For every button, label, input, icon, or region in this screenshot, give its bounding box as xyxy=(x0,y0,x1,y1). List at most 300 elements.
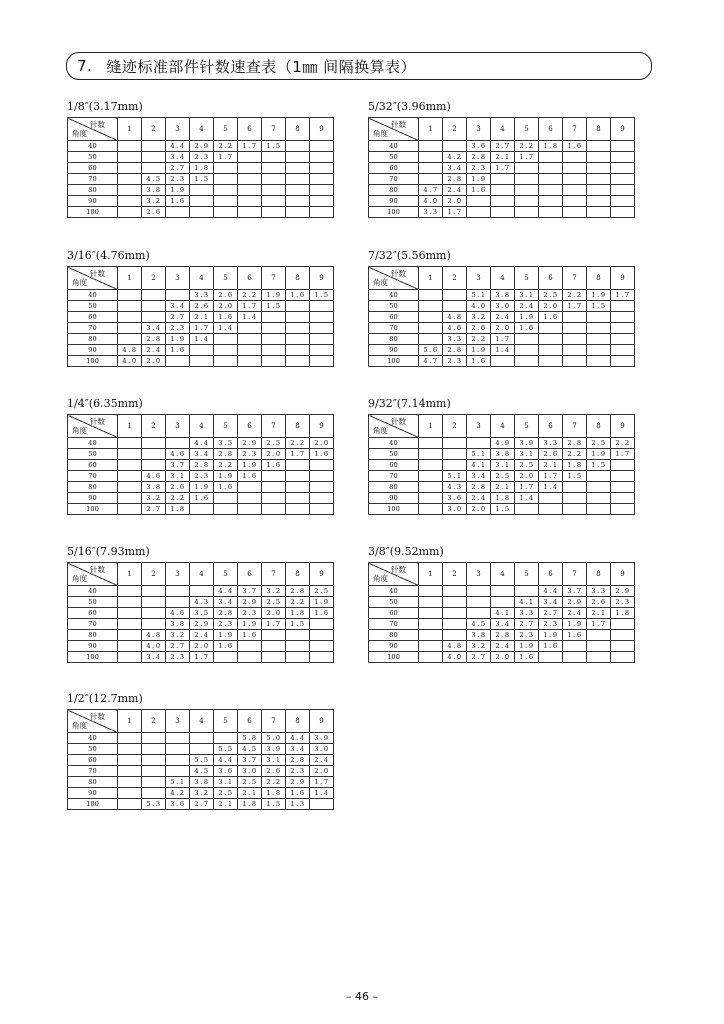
value-cell: 2.2 xyxy=(214,141,238,152)
value-cell: 1.7 xyxy=(515,482,539,493)
value-cell xyxy=(587,345,611,356)
value-cell xyxy=(443,608,467,619)
angle-cell: 50 xyxy=(369,301,419,312)
value-cell: 2.9 xyxy=(563,597,587,608)
value-cell xyxy=(443,438,467,449)
value-cell: 1.6 xyxy=(262,460,286,471)
value-cell xyxy=(587,334,611,345)
value-cell: 2.7 xyxy=(166,312,190,323)
value-cell xyxy=(238,152,262,163)
table-row xyxy=(369,449,635,460)
value-cell xyxy=(142,608,166,619)
value-cell xyxy=(118,290,142,301)
value-cell: 3.4 xyxy=(491,619,515,630)
value-cell xyxy=(262,185,286,196)
column-header: 4 xyxy=(190,710,214,733)
value-cell: 2.2 xyxy=(515,141,539,152)
value-cell xyxy=(142,141,166,152)
value-cell: 2.6 xyxy=(142,207,166,218)
value-cell: 2.8 xyxy=(443,345,467,356)
value-cell xyxy=(142,788,166,799)
table-caption: 3/8″(9.52mm) xyxy=(368,545,444,558)
column-header: 6 xyxy=(238,415,262,438)
value-cell xyxy=(491,586,515,597)
value-cell xyxy=(310,482,334,493)
value-cell: 1.4 xyxy=(214,323,238,334)
table-block xyxy=(368,100,635,218)
value-cell: 2.7 xyxy=(190,799,214,810)
angle-cell: 80 xyxy=(68,777,118,788)
value-cell xyxy=(563,174,587,185)
column-header: 2 xyxy=(443,415,467,438)
value-cell: 2.6 xyxy=(166,482,190,493)
value-cell xyxy=(118,630,142,641)
value-cell: 5.6 xyxy=(419,345,443,356)
value-cell xyxy=(587,185,611,196)
corner-header-cell xyxy=(369,563,419,586)
table-row xyxy=(68,744,334,755)
stitches-label: 针数 xyxy=(391,269,406,278)
value-cell: 2.2 xyxy=(238,290,262,301)
column-header: 9 xyxy=(611,118,635,141)
value-cell: 3.7 xyxy=(166,460,190,471)
column-header: 3 xyxy=(166,563,190,586)
value-cell: 2.8 xyxy=(214,449,238,460)
angle-cell: 100 xyxy=(369,207,419,218)
stitches-label: 针数 xyxy=(90,565,105,574)
value-cell xyxy=(587,323,611,334)
page-number: – 46 – xyxy=(346,990,378,1003)
value-cell: 5.5 xyxy=(190,755,214,766)
value-cell xyxy=(118,312,142,323)
column-header: 5 xyxy=(214,267,238,290)
angle-cell: 60 xyxy=(369,163,419,174)
angle-cell: 50 xyxy=(369,449,419,460)
value-cell xyxy=(539,345,563,356)
value-cell xyxy=(118,196,142,207)
column-header: 6 xyxy=(539,118,563,141)
value-cell: 2.1 xyxy=(214,799,238,810)
angle-cell: 70 xyxy=(369,323,419,334)
value-cell xyxy=(611,174,635,185)
value-cell xyxy=(214,196,238,207)
value-cell: 2.8 xyxy=(142,334,166,345)
angle-cell: 80 xyxy=(68,334,118,345)
angle-cell: 70 xyxy=(68,619,118,630)
stitches-label: 针数 xyxy=(90,417,105,426)
value-cell: 4.0 xyxy=(142,641,166,652)
value-cell: 2.5 xyxy=(491,471,515,482)
value-cell: 1.7 xyxy=(286,449,310,460)
value-cell: 2.0 xyxy=(310,438,334,449)
angle-cell: 60 xyxy=(68,608,118,619)
stitch-table xyxy=(368,562,635,663)
value-cell: 4.8 xyxy=(118,345,142,356)
value-cell: 2.5 xyxy=(214,788,238,799)
value-cell xyxy=(419,290,443,301)
value-cell xyxy=(286,152,310,163)
column-header: 1 xyxy=(118,415,142,438)
value-cell xyxy=(118,799,142,810)
value-cell: 5.3 xyxy=(142,799,166,810)
value-cell xyxy=(467,608,491,619)
value-cell xyxy=(310,185,334,196)
column-header: 3 xyxy=(467,563,491,586)
value-cell xyxy=(419,652,443,663)
stitch-table xyxy=(368,266,635,367)
value-cell xyxy=(419,141,443,152)
column-header: 7 xyxy=(262,563,286,586)
table-row xyxy=(68,356,334,367)
value-cell: 1.5 xyxy=(190,174,214,185)
value-cell: 4.2 xyxy=(443,152,467,163)
table-caption: 9/32″(7.14mm) xyxy=(368,397,451,410)
table-row xyxy=(68,493,334,504)
value-cell: 5.0 xyxy=(262,733,286,744)
column-header: 7 xyxy=(262,710,286,733)
header-row xyxy=(68,563,334,586)
value-cell xyxy=(118,334,142,345)
value-cell: 2.5 xyxy=(539,290,563,301)
table-row xyxy=(68,597,334,608)
section-title-text: 缝迹标准部件针数速查表（1㎜ 间隔换算表） xyxy=(106,57,417,76)
value-cell: 2.7 xyxy=(491,141,515,152)
value-cell: 1.7 xyxy=(491,163,515,174)
value-cell xyxy=(611,471,635,482)
value-cell: 1.7 xyxy=(190,323,214,334)
value-cell: 2.0 xyxy=(262,608,286,619)
value-cell: 2.2 xyxy=(262,777,286,788)
value-cell xyxy=(118,174,142,185)
value-cell: 1.5 xyxy=(262,301,286,312)
value-cell: 2.9 xyxy=(190,619,214,630)
value-cell: 1.6 xyxy=(310,608,334,619)
angle-cell: 60 xyxy=(68,460,118,471)
stitches-label: 针数 xyxy=(391,120,406,129)
table-row xyxy=(68,141,334,152)
table-row xyxy=(369,163,635,174)
value-cell xyxy=(118,163,142,174)
value-cell: 2.2 xyxy=(214,460,238,471)
value-cell xyxy=(563,323,587,334)
value-cell xyxy=(310,460,334,471)
column-header: 7 xyxy=(563,563,587,586)
column-header: 4 xyxy=(190,415,214,438)
table-row xyxy=(68,174,334,185)
value-cell: 3.9 xyxy=(515,438,539,449)
value-cell: 4.6 xyxy=(142,471,166,482)
column-header: 2 xyxy=(443,118,467,141)
value-cell: 1.7 xyxy=(214,152,238,163)
angle-label: 角度 xyxy=(72,277,87,287)
angle-cell: 50 xyxy=(68,301,118,312)
value-cell xyxy=(515,196,539,207)
angle-label: 角度 xyxy=(373,573,388,583)
angle-cell: 40 xyxy=(369,586,419,597)
value-cell xyxy=(286,196,310,207)
value-cell: 3.7 xyxy=(238,755,262,766)
value-cell xyxy=(190,345,214,356)
value-cell xyxy=(611,482,635,493)
value-cell xyxy=(166,733,190,744)
value-cell xyxy=(238,652,262,663)
value-cell: 2.1 xyxy=(587,608,611,619)
value-cell: 3.8 xyxy=(142,482,166,493)
value-cell: 2.6 xyxy=(467,323,491,334)
value-cell: 2.3 xyxy=(539,619,563,630)
corner-header-cell xyxy=(369,415,419,438)
table-row xyxy=(68,504,334,515)
value-cell: 1.9 xyxy=(467,174,491,185)
value-cell: 3.1 xyxy=(515,449,539,460)
value-cell: 2.5 xyxy=(262,438,286,449)
value-cell xyxy=(539,356,563,367)
angle-cell: 80 xyxy=(68,630,118,641)
value-cell: 3.1 xyxy=(491,460,515,471)
value-cell: 2.0 xyxy=(491,323,515,334)
value-cell: 2.3 xyxy=(515,630,539,641)
corner-header-cell xyxy=(68,267,118,290)
value-cell: 2.0 xyxy=(515,471,539,482)
value-cell xyxy=(563,356,587,367)
value-cell xyxy=(190,196,214,207)
value-cell: 2.9 xyxy=(286,777,310,788)
value-cell: 2.0 xyxy=(262,449,286,460)
value-cell xyxy=(118,766,142,777)
value-cell: 2.3 xyxy=(190,471,214,482)
value-cell xyxy=(563,334,587,345)
stitches-label: 针数 xyxy=(90,712,105,721)
column-header: 9 xyxy=(611,267,635,290)
value-cell: 3.9 xyxy=(262,744,286,755)
value-cell xyxy=(166,290,190,301)
value-cell: 3.1 xyxy=(515,290,539,301)
value-cell xyxy=(262,493,286,504)
angle-label: 角度 xyxy=(72,425,87,435)
value-cell xyxy=(419,493,443,504)
angle-cell: 100 xyxy=(68,207,118,218)
value-cell xyxy=(587,630,611,641)
value-cell xyxy=(563,345,587,356)
value-cell xyxy=(262,482,286,493)
value-cell: 1.8 xyxy=(491,493,515,504)
value-cell xyxy=(166,766,190,777)
value-cell xyxy=(539,493,563,504)
value-cell: 2.8 xyxy=(467,482,491,493)
value-cell xyxy=(190,185,214,196)
value-cell: 2.8 xyxy=(286,755,310,766)
value-cell: 5.1 xyxy=(467,290,491,301)
value-cell: 1.7 xyxy=(515,152,539,163)
angle-cell: 40 xyxy=(369,290,419,301)
angle-cell: 70 xyxy=(68,323,118,334)
value-cell: 3.7 xyxy=(563,586,587,597)
value-cell: 1.5 xyxy=(587,460,611,471)
value-cell xyxy=(286,471,310,482)
value-cell xyxy=(467,597,491,608)
column-header: 9 xyxy=(611,563,635,586)
value-cell: 2.8 xyxy=(563,438,587,449)
column-header: 7 xyxy=(563,118,587,141)
value-cell: 2.9 xyxy=(238,438,262,449)
value-cell xyxy=(611,356,635,367)
value-cell xyxy=(118,141,142,152)
value-cell: 3.0 xyxy=(310,744,334,755)
value-cell xyxy=(611,163,635,174)
column-header: 1 xyxy=(419,267,443,290)
header-row xyxy=(68,415,334,438)
value-cell xyxy=(118,619,142,630)
table-row xyxy=(369,323,635,334)
value-cell xyxy=(118,608,142,619)
angle-cell: 100 xyxy=(68,799,118,810)
table-row xyxy=(369,586,635,597)
value-cell: 3.2 xyxy=(467,312,491,323)
angle-cell: 100 xyxy=(68,652,118,663)
table-row xyxy=(369,504,635,515)
value-cell xyxy=(238,345,262,356)
column-header: 4 xyxy=(190,563,214,586)
column-header: 9 xyxy=(310,118,334,141)
value-cell: 1.7 xyxy=(310,777,334,788)
value-cell xyxy=(166,207,190,218)
value-cell xyxy=(142,597,166,608)
value-cell xyxy=(310,356,334,367)
column-header: 6 xyxy=(539,563,563,586)
value-cell: 5.1 xyxy=(443,471,467,482)
angle-cell: 100 xyxy=(369,356,419,367)
table-caption: 5/32″(3.96mm) xyxy=(368,100,451,113)
value-cell xyxy=(443,290,467,301)
column-header: 2 xyxy=(142,710,166,733)
table-row xyxy=(68,345,334,356)
value-cell: 2.4 xyxy=(310,755,334,766)
value-cell xyxy=(262,152,286,163)
value-cell xyxy=(419,641,443,652)
angle-cell: 90 xyxy=(68,788,118,799)
value-cell xyxy=(238,641,262,652)
table-row xyxy=(369,597,635,608)
value-cell xyxy=(214,504,238,515)
value-cell: 1.5 xyxy=(262,799,286,810)
value-cell: 4.5 xyxy=(467,619,491,630)
value-cell: 5.5 xyxy=(214,744,238,755)
value-cell xyxy=(286,163,310,174)
value-cell: 2.3 xyxy=(166,323,190,334)
value-cell: 1.6 xyxy=(286,290,310,301)
column-header: 9 xyxy=(310,710,334,733)
value-cell xyxy=(587,312,611,323)
value-cell xyxy=(214,163,238,174)
corner-header-cell xyxy=(369,118,419,141)
column-header: 1 xyxy=(419,563,443,586)
column-header: 6 xyxy=(539,415,563,438)
value-cell xyxy=(142,777,166,788)
value-cell: 3.8 xyxy=(166,619,190,630)
value-cell xyxy=(118,471,142,482)
value-cell: 1.4 xyxy=(515,493,539,504)
angle-cell: 80 xyxy=(369,334,419,345)
value-cell xyxy=(262,471,286,482)
angle-cell: 50 xyxy=(68,152,118,163)
value-cell: 1.6 xyxy=(214,482,238,493)
value-cell: 1.6 xyxy=(515,652,539,663)
value-cell: 2.6 xyxy=(539,449,563,460)
value-cell xyxy=(539,207,563,218)
angle-cell: 70 xyxy=(68,174,118,185)
value-cell: 4.7 xyxy=(419,356,443,367)
table-row xyxy=(68,766,334,777)
column-header: 3 xyxy=(467,415,491,438)
value-cell xyxy=(491,207,515,218)
value-cell: 1.4 xyxy=(491,345,515,356)
value-cell xyxy=(310,471,334,482)
value-cell: 2.7 xyxy=(166,163,190,174)
value-cell: 2.7 xyxy=(467,652,491,663)
value-cell xyxy=(563,207,587,218)
angle-cell: 60 xyxy=(369,312,419,323)
value-cell xyxy=(467,438,491,449)
table-block xyxy=(67,397,334,515)
value-cell xyxy=(563,185,587,196)
value-cell: 3.2 xyxy=(142,493,166,504)
value-cell xyxy=(443,597,467,608)
value-cell: 4.5 xyxy=(190,766,214,777)
header-row xyxy=(68,118,334,141)
value-cell xyxy=(539,185,563,196)
angle-cell: 100 xyxy=(369,504,419,515)
value-cell: 3.3 xyxy=(515,608,539,619)
value-cell: 5.1 xyxy=(166,777,190,788)
value-cell: 2.1 xyxy=(491,482,515,493)
value-cell xyxy=(587,356,611,367)
value-cell xyxy=(515,185,539,196)
value-cell: 2.7 xyxy=(166,641,190,652)
column-header: 5 xyxy=(214,415,238,438)
value-cell xyxy=(419,471,443,482)
table-row xyxy=(68,301,334,312)
value-cell xyxy=(419,438,443,449)
angle-cell: 70 xyxy=(68,471,118,482)
table-block xyxy=(67,692,334,810)
value-cell: 4.1 xyxy=(467,460,491,471)
header-row xyxy=(369,563,635,586)
value-cell: 3.4 xyxy=(166,152,190,163)
table-row xyxy=(68,290,334,301)
value-cell: 2.2 xyxy=(286,438,310,449)
column-header: 2 xyxy=(142,118,166,141)
column-header: 8 xyxy=(286,710,310,733)
value-cell: 1.9 xyxy=(238,460,262,471)
value-cell xyxy=(142,438,166,449)
value-cell xyxy=(539,323,563,334)
value-cell: 1.9 xyxy=(587,290,611,301)
value-cell: 2.0 xyxy=(214,301,238,312)
angle-cell: 90 xyxy=(369,196,419,207)
table-block xyxy=(368,397,635,515)
value-cell: 1.9 xyxy=(310,597,334,608)
value-cell: 3.4 xyxy=(142,652,166,663)
table-caption: 5/16″(7.93mm) xyxy=(67,545,150,558)
column-header: 1 xyxy=(118,710,142,733)
column-header: 6 xyxy=(539,267,563,290)
column-header: 6 xyxy=(238,118,262,141)
value-cell xyxy=(142,460,166,471)
angle-label: 角度 xyxy=(72,128,87,138)
table-row xyxy=(369,619,635,630)
column-header: 7 xyxy=(262,267,286,290)
value-cell xyxy=(539,152,563,163)
